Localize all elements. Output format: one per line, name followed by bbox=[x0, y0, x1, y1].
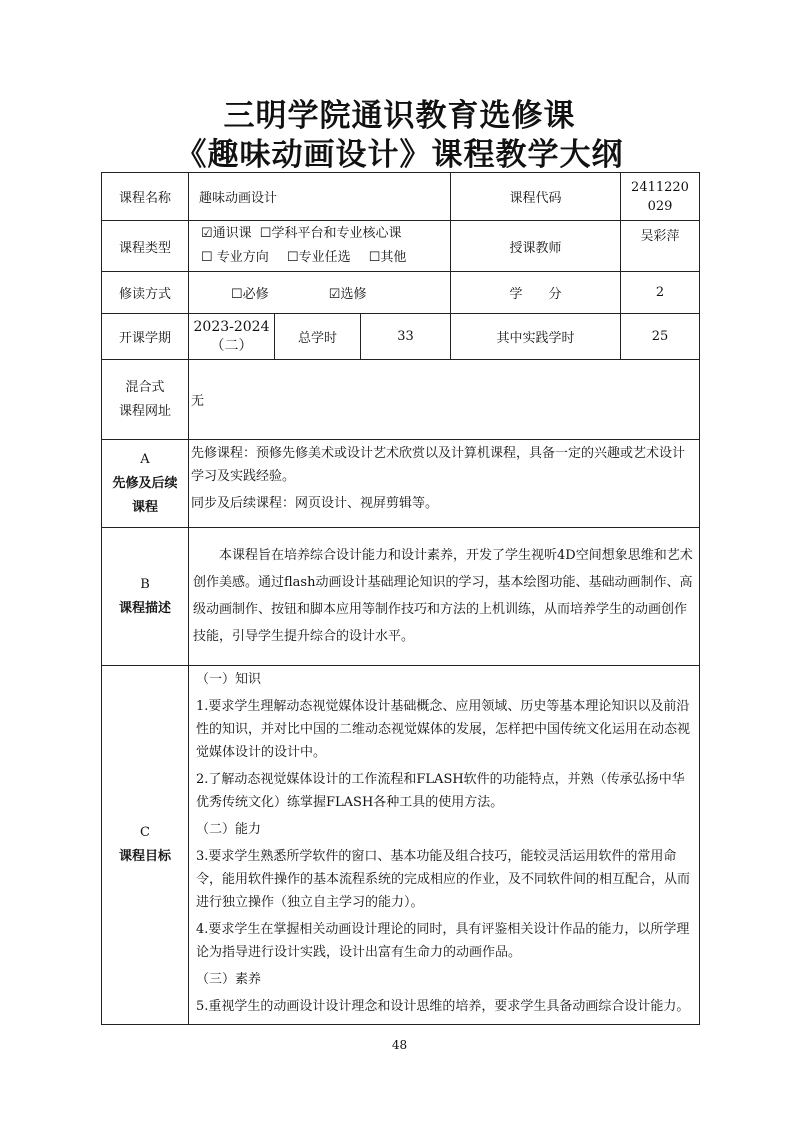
total-hours-value: 33 bbox=[361, 314, 451, 360]
document-title-line2: 《趣味动画设计》课程教学大纲 bbox=[175, 137, 624, 173]
url-label: 混合式 课程网址 bbox=[102, 360, 189, 440]
teacher-label: 授课教师 bbox=[451, 221, 621, 272]
section-a-label: A 先修及后续 课程 bbox=[102, 440, 189, 528]
study-mode-label: 修读方式 bbox=[102, 272, 189, 314]
course-code-cell bbox=[621, 173, 700, 221]
row-term bbox=[102, 314, 700, 360]
row-study-mode bbox=[102, 272, 700, 314]
course-code-line2: 029 bbox=[647, 198, 673, 214]
total-hours-label: 总学时 bbox=[275, 314, 361, 360]
credit-label: 学 分 bbox=[451, 272, 621, 314]
mode-option-elective[interactable]: ☑选修 bbox=[328, 287, 367, 302]
row-section-b bbox=[102, 528, 700, 666]
objective-heading-knowledge: （一）知识 bbox=[196, 672, 262, 687]
mode-option-required[interactable]: ☐必修 bbox=[231, 287, 269, 302]
type-option-direction[interactable]: ☐ 专业方向 bbox=[201, 250, 269, 265]
term-line1: 2023-2024 bbox=[193, 318, 270, 335]
course-type-options bbox=[189, 221, 451, 272]
row-course-name bbox=[102, 173, 700, 221]
term-cell bbox=[189, 314, 275, 360]
type-option-general[interactable]: ☑通识课 bbox=[201, 226, 252, 241]
section-a-content bbox=[189, 440, 700, 528]
practice-hours-value: 25 bbox=[621, 314, 700, 360]
prerequisite-text: 先修课程：预修先修美术或设计艺术欣赏以及计算机课程，具备一定的兴趣或艺术设计学习及实践经验。 bbox=[191, 446, 686, 484]
page-number: 48 bbox=[391, 1038, 408, 1052]
course-code-line1: 2411220 bbox=[631, 179, 689, 195]
objective-heading-ability: （二）能力 bbox=[196, 822, 262, 837]
document-title-line1: 三明学院通识教育选修课 bbox=[223, 98, 576, 134]
objective-5: 5.重视学生的动画设计设计理念和设计思维的培养，要求学生具备动画综合设计能力。 bbox=[196, 999, 690, 1014]
objective-heading-literacy: （三）素养 bbox=[196, 972, 262, 987]
course-code-label: 课程代码 bbox=[451, 173, 621, 221]
follow-up-text: 同步及后续课程：网页设计、视屏剪辑等。 bbox=[191, 496, 439, 511]
course-name-value: 趣味动画设计 bbox=[189, 173, 451, 221]
type-option-elective[interactable]: ☐专业任选 bbox=[286, 250, 351, 265]
term-line2: （二） bbox=[210, 337, 253, 354]
objective-2: 2.了解动态视觉媒体设计的工作流程和FLASH软件的功能特点，并熟（传承弘扬中华优秀传统文化）练掌握FLASH各种工具的使用方法。 bbox=[196, 772, 685, 810]
objective-4: 4.要求学生在掌握相关动画设计理论的同时，具有评鉴相关设计作品的能力，以所学理论为指导进行设计实践，设计出富有生命力的动画作品。 bbox=[196, 922, 690, 960]
type-option-core[interactable]: ☐学科平台和专业核心课 bbox=[259, 226, 402, 241]
row-course-type bbox=[102, 221, 700, 272]
syllabus-table bbox=[101, 172, 700, 1025]
row-section-a bbox=[102, 440, 700, 528]
objective-1: 1.要求学生理解动态视觉媒体设计基础概念、应用领域、历史等基本理论知识以及前沿性的知识，并对比中国的二维动态视觉媒体的发展，怎样把中国传统文化运用在动态视觉媒体设计的设计中。 bbox=[196, 699, 691, 760]
course-type-label: 课程类型 bbox=[102, 221, 189, 272]
type-option-other[interactable]: ☐其他 bbox=[368, 250, 407, 265]
section-b-content bbox=[189, 528, 700, 666]
objective-3: 3.要求学生熟悉所学软件的窗口、基本功能及组合技巧，能较灵活运用软件的常用命令，能用软件操作的基本流程系统的完成相应的作业，及不同软件间的相互配合，从而进行独立操作（独立自主学习的能力）。 bbox=[196, 849, 691, 910]
term-label: 开课学期 bbox=[102, 314, 189, 360]
row-section-c bbox=[102, 666, 700, 1025]
practice-hours-label: 其中实践学时 bbox=[451, 314, 621, 360]
course-description: 本课程旨在培养综合设计能力和设计素养，开发了学生视听4D空间想象思维和艺术创作美感。通过flash动画设计基础理论知识的学习，基本绘图功能、基础动画制作、高级动画制作、按钮和脚本应用等制作技巧和方法的上机训练，从而培养学生的动画创作技能，引导学生提升综合的设计水平。 bbox=[193, 548, 693, 644]
section-b-label: B 课程描述 bbox=[102, 528, 189, 666]
row-course-url bbox=[102, 360, 700, 440]
section-c-content bbox=[189, 666, 700, 1025]
section-c-label: C 课程目标 bbox=[102, 666, 189, 1025]
url-value: 无 bbox=[189, 360, 700, 440]
teacher-value: 吴彩萍 bbox=[621, 221, 700, 272]
course-name-label: 课程名称 bbox=[102, 173, 189, 221]
credit-value: 2 bbox=[621, 272, 700, 314]
study-mode-options bbox=[189, 272, 451, 314]
